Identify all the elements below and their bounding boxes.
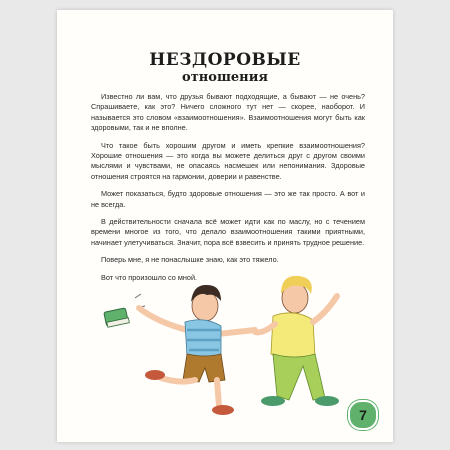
boy-left [139, 285, 255, 415]
page-subtitle: отношения [182, 70, 268, 85]
paragraph: Известно ли вам, что друзья бывают подходящие, а бывают — не очень? Спрашиваете, как это? Ничего сложного тут нет — скорее, наоборот. И называется это словом «взаимоотношения». Взаимоотношения могут быть как здоровыми, так и не вполне. [91, 92, 365, 133]
paragraph: Может показаться, будто здоровые отношения — это же так просто. А вот и не всегда. [91, 189, 365, 209]
page-number: 7 [359, 407, 367, 423]
paragraph: Вот что произошло со мной. [101, 272, 198, 282]
boys-illustration [77, 258, 377, 423]
paragraph: Что такое быть хорошим другом и иметь крепкие взаимоотношения? Хорошие отношения — это когда вы можете делиться друг с другом своими мыслями и чувствами, не опасаясь насмешек или непонимания. Здоровые отношения строятся на гармонии, доверии и равенстве. [91, 140, 365, 181]
page-number-badge [348, 400, 378, 430]
paragraph: Поверь мне, я не понаслышке знаю, как это тяжело. [101, 255, 279, 265]
boy-right [255, 276, 339, 406]
page-title: НЕЗДОРОВЫЕ [149, 50, 301, 70]
book-icon [104, 308, 130, 327]
book-page [57, 10, 393, 442]
paragraph: В действительности сначала всё может идти как по маслу, но с течением времени многое из того, что делало взаимоотношения такими приятными, начинает улетучиваться. Значит, пора всё взвесить и принять трудное решение. [91, 217, 365, 247]
